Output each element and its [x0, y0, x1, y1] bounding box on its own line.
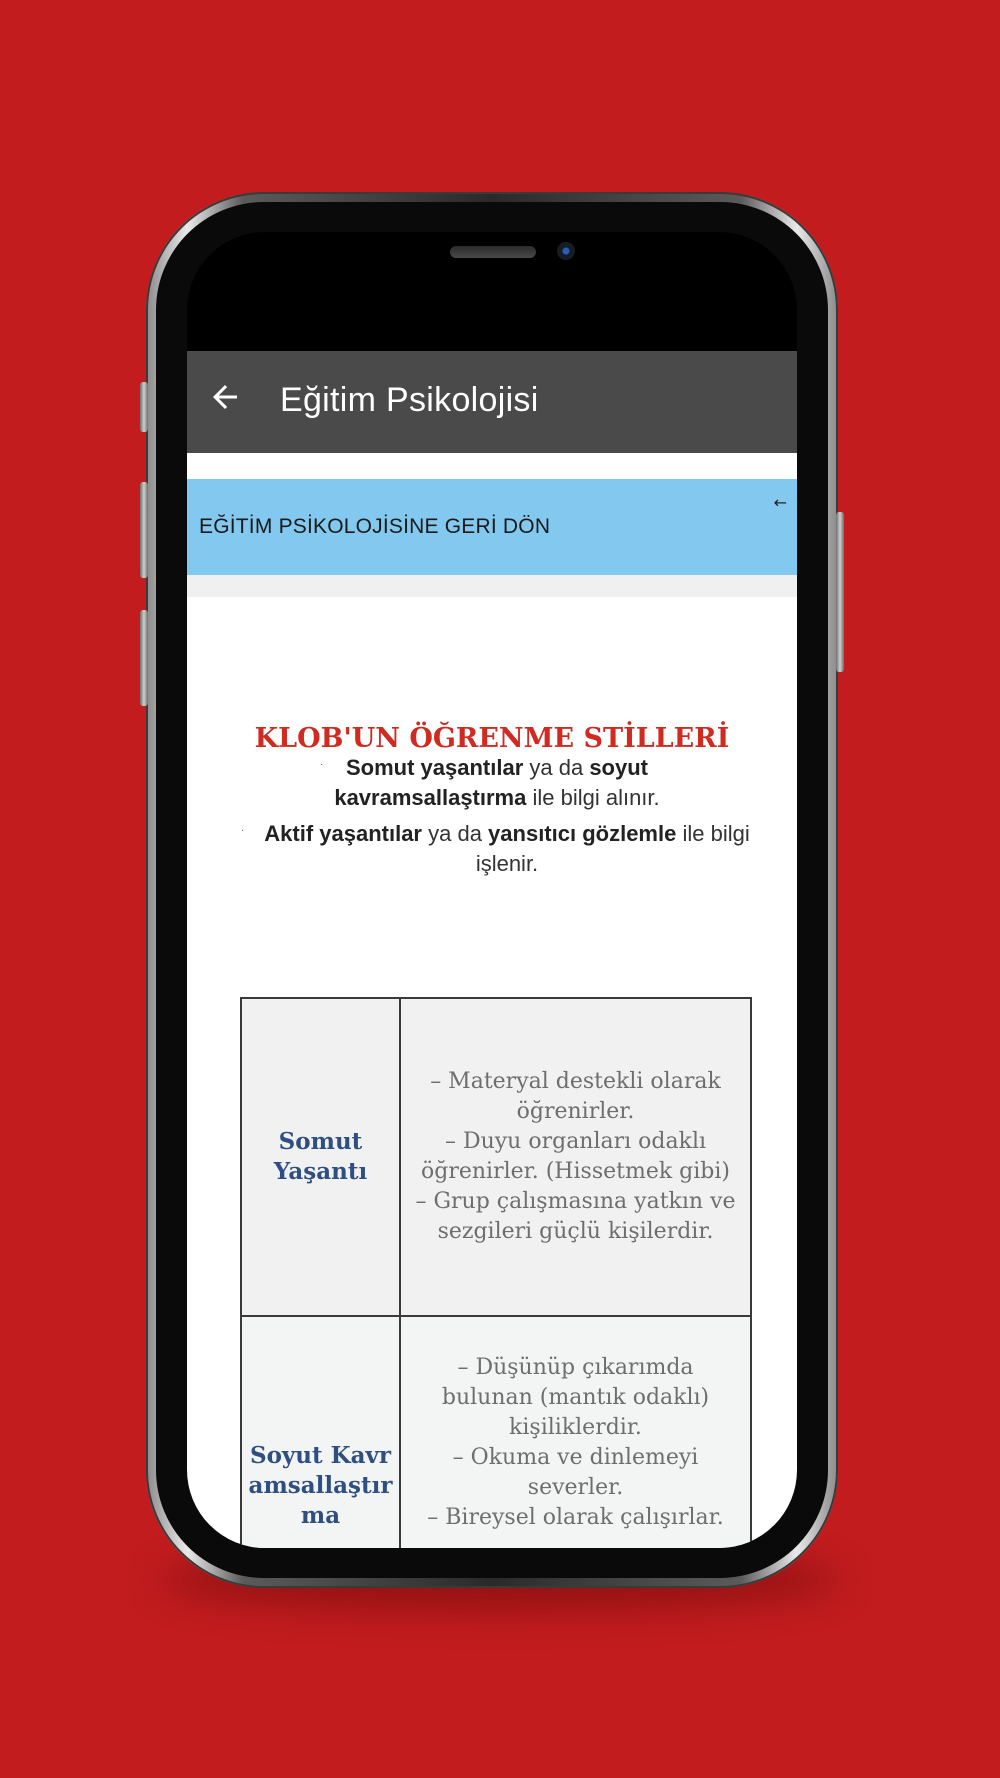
description-cell: [400, 998, 751, 1316]
bullet-text: ya da: [523, 755, 590, 780]
volume-up-button: [140, 482, 148, 578]
divider: [187, 575, 797, 597]
bullet-item: [257, 819, 757, 879]
description-line: – Materyal destekli olarak öğrenirler.: [430, 1069, 721, 1124]
volume-down-button: [140, 610, 148, 706]
learning-styles-table: [240, 997, 752, 1548]
bullet-bold: soyut kavramsallaştırma: [334, 755, 648, 810]
back-to-category-link[interactable]: [187, 479, 797, 575]
speaker-grille: [450, 246, 536, 258]
description-line: – Grup çalışmasına yatkın ve sezgileri güçlü kişilerdir.: [415, 1189, 736, 1244]
bullet-text: ile bilgi alınır.: [526, 785, 660, 810]
bullet-item: [327, 753, 667, 813]
phone-screen: [187, 232, 797, 1548]
description-line: – Duyu organları odaklı öğrenirler. (Hissetmek gibi): [421, 1129, 730, 1184]
front-camera: [557, 242, 575, 260]
bullet-bold: Aktif yaşantılar: [264, 821, 422, 846]
description-line: – Düşünüp çıkarımda bulunan (mantık odaklı) kişiliklerdir.: [441, 1355, 710, 1440]
app-bar: [187, 351, 797, 453]
term-cell: Somut Yaşantı: [241, 998, 400, 1316]
bullet-dot: ·: [320, 759, 324, 770]
bullet-text: ile bilgi işlenir.: [475, 821, 750, 876]
back-link-label: EĞİTİM PSİKOLOJİSİNE GERİ DÖN: [199, 515, 551, 538]
mute-switch: [140, 382, 148, 432]
bullet-dot: ·: [241, 825, 245, 836]
table-row: [241, 998, 751, 1316]
bullet-bold: yansıtıcı gözlemle: [488, 821, 677, 846]
bullet-text: ya da: [422, 821, 489, 846]
bullet-bold: Somut yaşantılar: [345, 755, 524, 780]
article-heading: KLOB'UN ÖĞRENME STİLLERİ: [254, 723, 730, 754]
content-area: [187, 453, 797, 1548]
page-title: Eğitim Psikolojisi: [280, 381, 539, 419]
description-line: – Bireysel olarak çalışırlar.: [427, 1505, 724, 1530]
arrow-left-icon[interactable]: [207, 379, 243, 415]
power-button: [836, 512, 844, 672]
term-cell: Soyut Kavramsallaştırma: [241, 1316, 400, 1548]
description-cell: [400, 1316, 751, 1548]
description-line: – Okuma ve dinlemeyi severler.: [452, 1445, 699, 1500]
table-row: [241, 1316, 751, 1548]
small-arrow-icon: ←: [773, 493, 787, 512]
